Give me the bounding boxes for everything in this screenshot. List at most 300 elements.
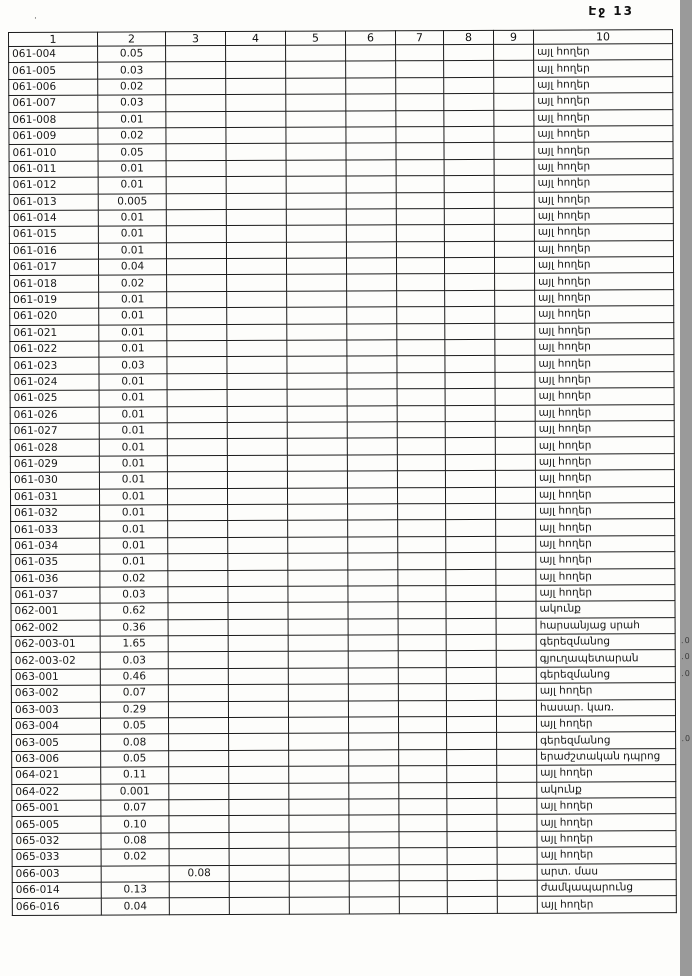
cell-parcel-code: 061-011 (9, 161, 98, 178)
cell-land-use-description: այլ հողեր (534, 93, 673, 110)
column-header: 1 (9, 32, 98, 46)
cell-area-value (228, 603, 288, 620)
cell-land-use-description: այլ հողեր (534, 257, 673, 274)
cell-area-value (288, 668, 348, 685)
cell-area-value (446, 585, 496, 602)
cell-area-value (347, 438, 397, 455)
cell-area-value (228, 619, 288, 636)
cell-parcel-code: 061-016 (9, 243, 98, 260)
cell-area-value: 0.36 (100, 619, 168, 636)
cell-area-value (167, 324, 227, 341)
cell-parcel-code: 061-026 (10, 407, 99, 424)
cell-parcel-code: 061-021 (10, 325, 99, 342)
cell-area-value (398, 553, 446, 570)
cell-area-value (396, 77, 444, 94)
cell-parcel-code: 061-034 (11, 538, 100, 555)
cell-land-use-description: այլ հողեր (535, 289, 674, 306)
cell-area-value (348, 635, 398, 652)
cell-area-value: 0.02 (99, 275, 167, 292)
cell-area-value (494, 126, 534, 143)
cell-area-value (398, 684, 446, 701)
cell-area-value (101, 865, 169, 882)
cell-parcel-code: 061-022 (10, 341, 99, 358)
cell-area-value (226, 209, 286, 226)
cell-land-use-description: այլ հողեր (534, 109, 673, 126)
cell-area-value (168, 570, 228, 587)
cell-area-value (229, 898, 289, 915)
cell-parcel-code: 061-017 (9, 259, 98, 276)
column-header: 8 (443, 30, 493, 44)
cell-area-value (168, 701, 228, 718)
cell-area-value (227, 455, 287, 472)
cell-area-value (226, 193, 286, 210)
cell-area-value (289, 815, 349, 832)
cell-parcel-code: 061-037 (11, 587, 100, 604)
cell-area-value (229, 734, 289, 751)
cell-area-value (287, 324, 347, 341)
cell-area-value: 0.07 (101, 800, 169, 817)
column-header: 5 (285, 31, 345, 45)
cell-area-value (447, 766, 497, 783)
cell-parcel-code: 064-022 (12, 784, 101, 801)
cell-area-value (398, 569, 446, 586)
cell-area-value (229, 848, 289, 865)
cell-area-value (287, 438, 347, 455)
cell-area-value (349, 815, 399, 832)
cell-area-value (229, 816, 289, 833)
cell-area-value (227, 275, 287, 292)
cell-land-use-description: ակունք (537, 781, 676, 798)
cell-parcel-code: 061-013 (9, 194, 98, 211)
cell-area-value (227, 471, 287, 488)
cell-area-value (228, 668, 288, 685)
cell-area-value (397, 471, 445, 488)
cell-area-value (447, 864, 497, 881)
cell-land-use-description: այլ հողեր (535, 306, 674, 323)
cell-area-value (288, 570, 348, 587)
cell-area-value (347, 340, 397, 357)
cell-area-value: 0.05 (98, 46, 166, 63)
cell-parcel-code: 063-003 (11, 702, 100, 719)
cell-area-value (169, 816, 229, 833)
cell-area-value (396, 61, 444, 78)
cell-area-value (349, 782, 399, 799)
cell-area-value (167, 439, 227, 456)
cell-area-value (226, 144, 286, 161)
cell-land-use-description: այլ հողեր (535, 339, 674, 356)
cell-area-value (496, 552, 536, 569)
cell-area-value (348, 586, 398, 603)
cell-area-value (167, 423, 227, 440)
scan-noise-mark: · (34, 14, 37, 24)
cell-area-value (347, 422, 397, 439)
cell-land-use-description: ժամկապարունց (537, 880, 676, 897)
cell-area-value (166, 144, 226, 161)
cell-parcel-code: 061-004 (9, 46, 98, 63)
cell-parcel-code: 061-025 (10, 390, 99, 407)
cell-area-value (226, 226, 286, 243)
cell-area-value (226, 176, 286, 193)
cell-area-value (166, 177, 226, 194)
margin-note: .0 (681, 734, 692, 744)
column-header: 9 (493, 30, 533, 44)
cell-area-value (497, 749, 537, 766)
cell-area-value (399, 766, 447, 783)
cell-parcel-code: 063-006 (12, 751, 101, 768)
cell-land-use-description: այլ հողեր (535, 404, 674, 421)
cell-area-value (166, 193, 226, 210)
cell-area-value (167, 373, 227, 390)
cell-area-value: 0.01 (99, 488, 167, 505)
cell-parcel-code: 061-036 (11, 571, 100, 588)
cell-area-value (445, 372, 495, 389)
cell-area-value (399, 749, 447, 766)
cell-area-value (288, 553, 348, 570)
cell-land-use-description: գյուղապետարան .0 (536, 650, 675, 667)
cell-area-value: 0.13 (101, 882, 169, 899)
cell-area-value (287, 340, 347, 357)
cell-area-value (286, 209, 346, 226)
cell-parcel-code: 061-023 (10, 358, 99, 375)
cell-area-value (446, 552, 496, 569)
cell-area-value: 0.01 (99, 439, 167, 456)
cell-area-value (286, 193, 346, 210)
cell-area-value: 0.03 (99, 357, 167, 374)
cell-area-value (228, 553, 288, 570)
cell-area-value (287, 373, 347, 390)
cell-area-value (286, 258, 346, 275)
cell-area-value (494, 257, 534, 274)
cell-land-use-description: այլ հողեր (534, 158, 673, 175)
cell-land-use-description: այլ հողեր (535, 355, 674, 372)
cell-area-value: 0.05 (100, 718, 168, 735)
cell-area-value (346, 241, 396, 258)
cell-land-use-description: գերեզմանոց .0 (536, 634, 675, 651)
cell-area-value (497, 880, 537, 897)
cell-area-value (227, 373, 287, 390)
cell-area-value (496, 651, 536, 668)
cell-area-value (228, 586, 288, 603)
cell-area-value (288, 717, 348, 734)
cell-land-use-description: այլ հողեր (535, 322, 674, 339)
cell-parcel-code: 061-032 (11, 505, 100, 522)
cell-area-value (494, 110, 534, 127)
cell-area-value (446, 569, 496, 586)
cell-area-value (166, 78, 226, 95)
cell-area-value (496, 569, 536, 586)
cell-area-value (347, 274, 397, 291)
cell-parcel-code: 062-003-02 (11, 653, 100, 670)
cell-area-value (288, 619, 348, 636)
cell-area-value (287, 274, 347, 291)
cell-area-value (398, 536, 446, 553)
cell-area-value (227, 406, 287, 423)
cell-area-value: 0.08 (101, 833, 169, 850)
cell-area-value (167, 275, 227, 292)
cell-area-value (347, 471, 397, 488)
cell-area-value (497, 847, 537, 864)
cell-area-value (166, 242, 226, 259)
cell-area-value (348, 651, 398, 668)
cell-area-value (169, 783, 229, 800)
cell-area-value (346, 61, 396, 78)
cell-area-value: 0.03 (98, 62, 166, 79)
cell-area-value (495, 339, 535, 356)
cell-area-value (445, 438, 495, 455)
cell-area-value (495, 306, 535, 323)
cell-area-value (494, 143, 534, 160)
cell-area-value (495, 323, 535, 340)
cell-area-value: 0.03 (100, 587, 168, 604)
cell-area-value (398, 667, 446, 684)
cell-area-value: 0.04 (98, 259, 166, 276)
cell-area-value (288, 504, 348, 521)
cell-area-value: 0.01 (100, 505, 168, 522)
cell-area-value (444, 77, 494, 94)
cell-area-value (229, 832, 289, 849)
cell-land-use-description: այլ հողեր (535, 388, 674, 405)
cell-area-value (446, 667, 496, 684)
cell-area-value (446, 520, 496, 537)
cell-area-value (397, 389, 445, 406)
cell-area-value (397, 323, 445, 340)
cell-area-value (497, 831, 537, 848)
column-header: 4 (226, 31, 286, 45)
cell-area-value: 0.10 (101, 816, 169, 833)
cell-land-use-description: երաժշտական դպրոց (537, 748, 676, 765)
column-header: 6 (345, 31, 395, 45)
cell-parcel-code: 062-003-01 (11, 636, 100, 653)
cell-parcel-code: 065-005 (12, 816, 101, 833)
cell-land-use-description: այլ հողեր (534, 191, 673, 208)
cell-land-use-description: այլ հողեր (536, 568, 675, 585)
cell-area-value (289, 783, 349, 800)
cell-area-value (494, 93, 534, 110)
cell-area-value (348, 520, 398, 537)
cell-land-use-description: այլ հողեր (535, 470, 674, 487)
cell-area-value (496, 634, 536, 651)
cell-area-value (347, 487, 397, 504)
cell-area-value (447, 798, 497, 815)
cell-area-value (287, 291, 347, 308)
cell-area-value (348, 717, 398, 734)
cell-area-value (445, 339, 495, 356)
cell-land-use-description: այլ հողեր (534, 240, 673, 257)
cell-area-value (446, 536, 496, 553)
cell-area-value (348, 618, 398, 635)
cell-area-value (349, 848, 399, 865)
cell-parcel-code: 061-019 (10, 292, 99, 309)
cell-area-value (228, 504, 288, 521)
cell-area-value (287, 356, 347, 373)
cell-land-use-description: այլ հողեր (537, 896, 676, 913)
cell-area-value (444, 159, 494, 176)
cell-area-value (168, 586, 228, 603)
cell-area-value (446, 651, 496, 668)
cell-area-value (167, 341, 227, 358)
cell-area-value: 0.01 (98, 210, 166, 227)
cell-area-value: 0.01 (99, 308, 167, 325)
cell-area-value (348, 569, 398, 586)
cell-area-value (445, 405, 495, 422)
cell-area-value (287, 389, 347, 406)
cell-area-value (228, 652, 288, 669)
cell-area-value (229, 865, 289, 882)
cell-area-value (398, 602, 446, 619)
cell-area-value (445, 471, 495, 488)
cell-area-value (348, 537, 398, 554)
cell-parcel-code: 061-018 (10, 276, 99, 293)
cell-area-value (444, 225, 494, 242)
cell-area-value (399, 848, 447, 865)
cell-land-use-description: այլ հողեր (535, 453, 674, 470)
cell-area-value: 0.01 (99, 423, 167, 440)
cell-area-value (494, 61, 534, 78)
cell-area-value (286, 111, 346, 128)
cell-parcel-code: 061-031 (10, 489, 99, 506)
cell-area-value: 1.65 (100, 636, 168, 653)
cell-area-value (495, 421, 535, 438)
cell-area-value (226, 127, 286, 144)
cell-land-use-description: այլ հողեր (535, 486, 674, 503)
cell-area-value (348, 700, 398, 717)
cell-area-value (346, 110, 396, 127)
cell-area-value: 0.05 (98, 144, 166, 161)
cell-area-value (396, 209, 444, 226)
cell-area-value (396, 143, 444, 160)
cell-area-value (166, 62, 226, 79)
cell-area-value (289, 848, 349, 865)
cell-land-use-description: այլ հողեր (536, 584, 675, 601)
cell-area-value (346, 192, 396, 209)
cell-area-value (166, 111, 226, 128)
cell-area-value (447, 848, 497, 865)
cell-area-value (228, 701, 288, 718)
cell-parcel-code: 061-006 (9, 79, 98, 96)
cell-area-value (346, 176, 396, 193)
cell-area-value (286, 94, 346, 111)
cell-area-value (446, 602, 496, 619)
cell-area-value (347, 373, 397, 390)
cell-land-use-description: գերեզմանոց .0 (536, 666, 675, 683)
cell-area-value (346, 258, 396, 275)
cell-area-value (167, 308, 227, 325)
cell-area-value (399, 881, 447, 898)
cell-area-value (496, 601, 536, 618)
cell-area-value (288, 684, 348, 701)
cell-land-use-description: այլ հողեր (536, 716, 675, 733)
cell-parcel-code: 062-001 (11, 603, 100, 620)
cell-area-value (495, 388, 535, 405)
cell-area-value (166, 259, 226, 276)
cell-area-value (396, 110, 444, 127)
cell-area-value (287, 406, 347, 423)
cell-area-value: 0.03 (98, 95, 166, 112)
cell-area-value: 0.46 (100, 669, 168, 686)
cell-area-value (286, 160, 346, 177)
cell-area-value (349, 766, 399, 783)
cell-area-value (228, 685, 288, 702)
cell-land-use-description: այլ հողեր (534, 175, 673, 192)
cell-area-value: 0.005 (98, 193, 166, 210)
cell-area-value (228, 717, 288, 734)
cell-area-value (495, 372, 535, 389)
cell-area-value (397, 274, 445, 291)
cell-area-value (397, 405, 445, 422)
cell-area-value (347, 323, 397, 340)
cell-area-value: 0.02 (100, 570, 168, 587)
cell-area-value (169, 750, 229, 767)
cell-area-value (444, 126, 494, 143)
cell-area-value: 0.001 (101, 783, 169, 800)
cell-area-value (444, 143, 494, 160)
cell-area-value (497, 733, 537, 750)
cell-area-value (397, 422, 445, 439)
cell-area-value (346, 160, 396, 177)
cell-area-value (447, 733, 497, 750)
cell-area-value (398, 585, 446, 602)
cell-area-value (347, 291, 397, 308)
cell-area-value (445, 307, 495, 324)
cell-area-value (166, 95, 226, 112)
cell-area-value (348, 668, 398, 685)
cell-land-use-description: այլ հողեր (536, 503, 675, 520)
cell-parcel-code: 061-015 (9, 226, 98, 243)
cell-area-value (445, 487, 495, 504)
cell-area-value (398, 618, 446, 635)
cell-area-value (228, 570, 288, 587)
cell-parcel-code: 065-033 (12, 849, 101, 866)
cell-area-value (168, 554, 228, 571)
cell-land-use-description: այլ հողեր (537, 830, 676, 847)
cell-area-value (349, 799, 399, 816)
cell-parcel-code: 066-014 (12, 882, 101, 899)
cell-area-value (494, 44, 534, 61)
cell-land-use-description: արտ. մաս (537, 863, 676, 880)
cell-area-value (226, 258, 286, 275)
cell-land-use-description: այլ հողեր (537, 798, 676, 815)
cell-area-value (169, 898, 229, 915)
cell-area-value (496, 683, 536, 700)
land-parcel-table (8, 29, 692, 916)
cell-area-value (446, 700, 496, 717)
cell-area-value (347, 455, 397, 472)
cell-area-value (398, 717, 446, 734)
cell-area-value (229, 766, 289, 783)
cell-parcel-code: 065-032 (12, 833, 101, 850)
cell-area-value (167, 357, 227, 374)
cell-land-use-description: այլ հողեր (534, 76, 673, 93)
cell-area-value (346, 209, 396, 226)
cell-area-value (168, 652, 228, 669)
column-header: 10 (533, 30, 672, 45)
cell-area-value (445, 421, 495, 438)
cell-area-value (398, 635, 446, 652)
cell-area-value (447, 897, 497, 914)
cell-parcel-code: 063-005 (12, 735, 101, 752)
cell-parcel-code: 061-010 (9, 144, 98, 161)
cell-area-value (496, 667, 536, 684)
cell-area-value (226, 62, 286, 79)
cell-area-value (399, 799, 447, 816)
cell-area-value (445, 274, 495, 291)
cell-area-value (228, 537, 288, 554)
cell-area-value (169, 832, 229, 849)
cell-area-value (495, 454, 535, 471)
cell-area-value (446, 684, 496, 701)
cell-area-value: 0.01 (98, 111, 166, 128)
cell-area-value (229, 750, 289, 767)
